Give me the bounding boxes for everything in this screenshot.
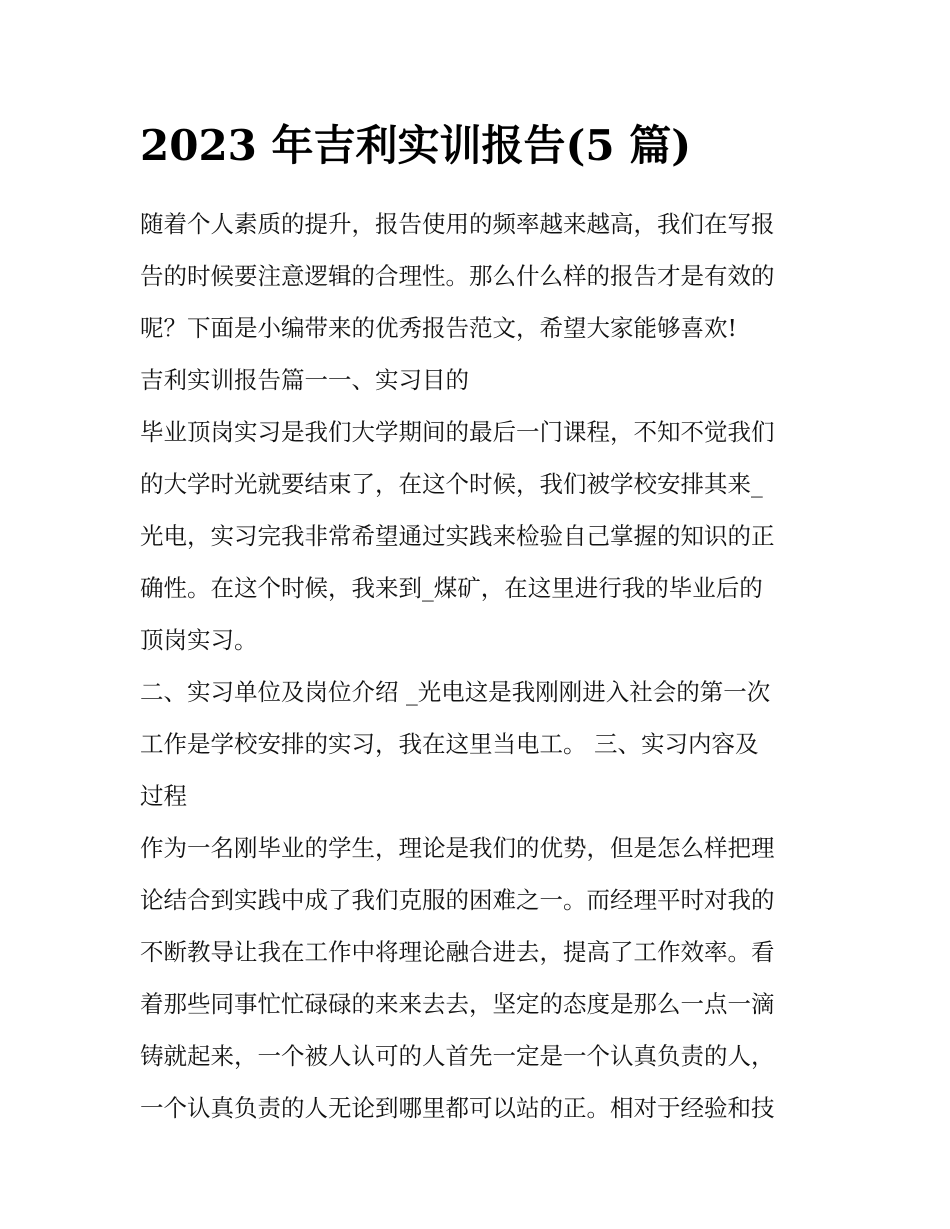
- body-line: 论结合到实践中成了我们克服的困难之一。而经理平时对我的: [140, 886, 775, 914]
- body-line: 二、实习单位及岗位介绍 _光电这是我刚刚进入社会的第一次: [140, 678, 771, 706]
- body-line: 告的时候要注意逻辑的合理性。那么什么样的报告才是有效的: [140, 262, 775, 290]
- body-line: 确性。在这个时候，我来到_煤矿，在这里进行我的毕业后的: [140, 574, 763, 602]
- document-body: [140, 198, 820, 1134]
- body-line: 作为一名刚毕业的学生，理论是我们的优势，但是怎么样把理: [140, 834, 775, 862]
- body-line: 铸就起来，一个被人认可的人首先一定是一个认真负责的人，: [140, 1042, 775, 1070]
- body-line: 呢？下面是小编带来的优秀报告范文，希望大家能够喜欢!: [140, 314, 737, 342]
- section-heading-line: 吉利实训报告篇一一、实习目的: [140, 366, 469, 394]
- body-line: 不断教导让我在工作中将理论融合进去，提高了工作效率。看: [140, 938, 775, 966]
- body-line: 光电，实习完我非常希望通过实践来检验自己掌握的知识的正: [140, 522, 775, 550]
- body-line: 工作是学校安排的实习，我在这里当电工。 三、实习内容及: [140, 730, 759, 758]
- body-line: 随着个人素质的提升，报告使用的频率越来越高，我们在写报: [140, 210, 775, 238]
- body-line: 顶岗实习。: [140, 626, 258, 654]
- body-line: 过程: [140, 782, 187, 810]
- document-title: 2023 年吉利实训报告(5 篇): [140, 121, 692, 170]
- body-line: 毕业顶岗实习是我们大学期间的最后一门课程，不知不觉我们: [140, 418, 775, 446]
- body-line: 一个认真负责的人无论到哪里都可以站的正。相对于经验和技: [140, 1094, 775, 1122]
- body-line: 着那些同事忙忙碌碌的来来去去，坚定的态度是那么一点一滴: [140, 990, 775, 1018]
- body-line: 的大学时光就要结束了，在这个时候，我们被学校安排其来_: [140, 470, 763, 498]
